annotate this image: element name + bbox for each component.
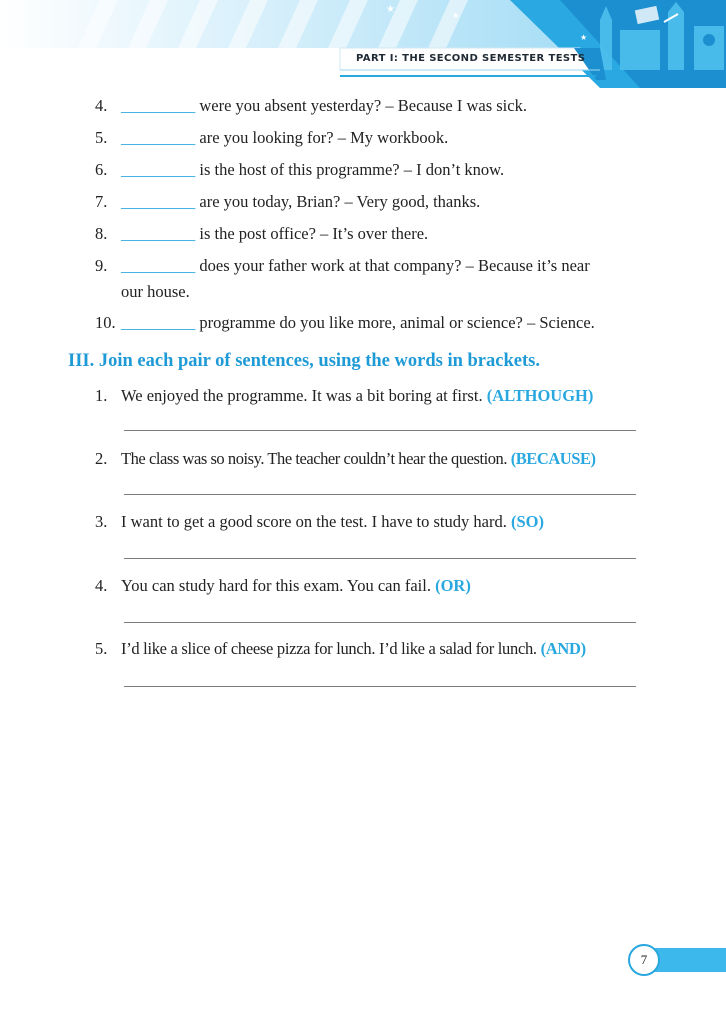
section-title: III. Join each pair of sentences, using the words in brackets. — [68, 351, 540, 371]
answer-blank[interactable]: _________ — [121, 313, 196, 332]
item-text: We enjoyed the programme. It was a bit boring at first. — [121, 386, 487, 405]
svg-text:★: ★ — [386, 4, 395, 15]
item-text: The class was so noisy. The teacher couldn’t hear the question. — [121, 449, 511, 468]
answer-blank[interactable]: _________ — [121, 128, 196, 147]
answer-line[interactable] — [124, 686, 636, 687]
question-text: does your father work at that company? – Because it’s near — [195, 256, 590, 275]
question-number: 9. — [95, 256, 108, 275]
answer-line[interactable] — [124, 494, 636, 495]
item-number: 2. — [95, 449, 108, 468]
question-number: 7. — [95, 192, 108, 211]
answer-line[interactable] — [124, 430, 636, 431]
header-banner — [0, 0, 726, 90]
question-text: is the host of this programme? – I don’t know. — [195, 160, 505, 179]
question-text: were you absent yesterday? – Because I was sick. — [195, 96, 527, 115]
answer-blank[interactable]: _________ — [121, 256, 196, 275]
question-text: are you looking for? – My workbook. — [195, 128, 449, 147]
question-text: is the post office? – It’s over there. — [195, 224, 429, 243]
question-text: programme do you like more, animal or science? – Science. — [195, 313, 595, 332]
item-keyword: (ALTHOUGH) — [486, 386, 594, 405]
answer-blank[interactable]: _________ — [121, 96, 196, 115]
item-number: 5. — [95, 639, 108, 658]
question-number: 4. — [95, 96, 108, 115]
item-keyword: (BECAUSE) — [510, 449, 596, 468]
answer-blank[interactable]: _________ — [121, 224, 196, 243]
svg-text:★: ★ — [452, 11, 460, 20]
item-keyword: (AND) — [540, 639, 586, 658]
page-number-band — [650, 948, 726, 972]
header-title: PART I: THE SECOND SEMESTER TESTS — [356, 53, 586, 64]
answer-line[interactable] — [124, 622, 636, 623]
item-text: I want to get a good score on the test. I have to study hard. — [121, 512, 511, 531]
answer-blank[interactable]: _________ — [121, 192, 196, 211]
page-number: 7 — [628, 944, 660, 976]
question-number: 5. — [95, 128, 108, 147]
question-text: are you today, Brian? – Very good, thanks. — [195, 192, 481, 211]
answer-blank[interactable]: _________ — [121, 160, 196, 179]
item-number: 4. — [95, 576, 108, 595]
item-text: I’d like a slice of cheese pizza for lunch. I’d like a salad for lunch. — [121, 639, 541, 658]
answer-line[interactable] — [124, 558, 636, 559]
item-number: 1. — [95, 386, 108, 405]
item-number: 3. — [95, 512, 108, 531]
item-keyword: (OR) — [435, 576, 471, 595]
question-number: 8. — [95, 224, 108, 243]
svg-text:★: ★ — [580, 33, 588, 42]
question-number: 6. — [95, 160, 108, 179]
item-text: You can study hard for this exam. You can fail. — [121, 576, 436, 595]
item-keyword: (SO) — [510, 512, 544, 531]
question-number: 10. — [95, 313, 116, 332]
question-9-continuation: our house. — [121, 282, 190, 301]
